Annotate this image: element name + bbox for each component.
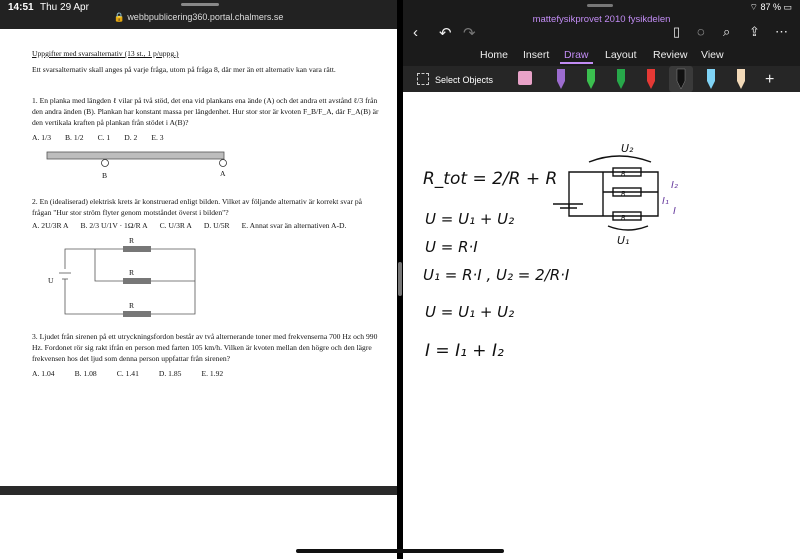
sketch-r-2: R (621, 190, 626, 198)
q3-option-e: E. 1.92 (201, 369, 224, 378)
question-1-options (32, 133, 164, 144)
sketch-i2: I₂ (671, 180, 678, 191)
circuit-r-label-2: R (129, 268, 135, 277)
redo-icon[interactable]: ↷ (463, 25, 476, 42)
eraser-tool[interactable] (518, 71, 532, 85)
question-2-text: 2. En (idealiserad) elektrisk krets är konstruerad enligt bilden. Vilket av följande alternativ är korrekt svar på frågan "Hur stor ström flyter genom motståndet överst i bilden"? (32, 197, 363, 217)
browser-bottom-bar (0, 486, 397, 495)
pencil-tool[interactable] (737, 69, 745, 89)
q2-option-c: C. U/3R A (159, 221, 192, 230)
q2-option-b: B. 2/3 U/1V · 1Ω/R A (80, 221, 148, 230)
question-3-text: 3. Ljudet från sirenen på ett utryckningsfordon består av två alternerande toner med frekvenserna 700 Hz och 990 Hz. Fordonet rör sig rakt ifrån en person med farten 105 km/h. Vilken är kvoten mellan den högre och den lägre frekvensen hos det ljud som denna person uppfattar från sirenen? (32, 332, 378, 363)
notes-pane (403, 0, 800, 559)
share-icon[interactable]: ⇪ (749, 24, 760, 39)
pen-purple[interactable] (557, 69, 565, 89)
eq-u-sum-2: U = U₁ + U₂ (425, 303, 515, 321)
q1-option-c: C. 1 (97, 133, 111, 142)
url-text: webbpublicering360.portal.chalmers.se (127, 12, 284, 22)
sketch-u1: U₁ (617, 234, 630, 247)
handwriting-layer (403, 92, 800, 559)
circuit-u-label: U (48, 276, 54, 285)
q2-option-a: A. 2U/3R A (32, 221, 69, 230)
eq-rtot: R_tot = 2/R + R (423, 169, 558, 189)
split-divider-handle[interactable] (398, 262, 402, 296)
label-b: B (102, 171, 108, 180)
highlighter-blue[interactable] (707, 69, 715, 89)
plank (47, 152, 224, 159)
q3-option-c: C. 1.41 (116, 369, 139, 378)
device-view-icon[interactable]: ▯ (673, 24, 681, 39)
multitasking-handle[interactable] (181, 3, 219, 6)
q2-option-d: D. U/5R (203, 221, 230, 230)
lasso-select-icon[interactable] (417, 73, 429, 85)
support-b (102, 160, 109, 167)
tab-home[interactable]: Home (480, 49, 509, 61)
undo-icon[interactable]: ↶ (439, 25, 452, 42)
circuit-figure (55, 239, 215, 324)
q3-option-a: A. 1.04 (32, 369, 55, 378)
q3-option-b: B. 1.08 (74, 369, 97, 378)
sketch-i: I (673, 206, 676, 217)
support-a (220, 160, 227, 167)
q3-option-d: D. 1.85 (158, 369, 182, 378)
circuit-r-label-3: R (129, 301, 135, 310)
circuit-r-label-1: R (129, 236, 135, 245)
sketch-r-3: R (621, 214, 626, 222)
search-icon[interactable]: ⌕ (723, 24, 731, 39)
add-pen-icon[interactable]: + (765, 71, 775, 88)
note-canvas[interactable] (403, 92, 800, 559)
back-icon[interactable]: ‹ (413, 24, 418, 41)
tab-layout[interactable]: Layout (605, 49, 637, 61)
plank-figure (40, 149, 240, 185)
active-tab-indicator (560, 62, 593, 64)
notebook-title: mattefysikprovet 2010 fysikdelen (532, 14, 671, 25)
status-battery (750, 2, 793, 13)
status-date: Thu 29 Apr (40, 2, 89, 13)
more-icon[interactable]: ⋯ (775, 24, 788, 39)
home-indicator[interactable] (296, 549, 504, 553)
tab-draw[interactable]: Draw (564, 49, 589, 61)
lightbulb-icon[interactable]: ◌ (697, 24, 705, 39)
q2-option-e: E. Annat svar än alternativen A-D. (241, 221, 347, 230)
sketch-u2: U₂ (621, 142, 634, 155)
resistor-middle (123, 278, 151, 284)
pen-green[interactable] (587, 69, 595, 89)
sketch-i1: I₁ (662, 196, 669, 207)
select-objects-button[interactable]: Select Objects (435, 75, 494, 85)
pen-dark-green[interactable] (617, 69, 625, 89)
battery-percent: 87 % (760, 2, 781, 12)
lock-icon: 🔒 (113, 12, 128, 22)
question-3-options (32, 369, 223, 380)
tab-review[interactable]: Review (653, 49, 688, 61)
resistor-top (123, 246, 151, 252)
eq-u1-u2: U₁ = R·I , U₂ = 2/R·I (423, 266, 570, 284)
tab-view[interactable]: View (701, 49, 724, 61)
multitasking-handle-right[interactable] (587, 4, 613, 7)
status-time: 14:51 (8, 2, 34, 13)
circuit-sketch (553, 156, 658, 230)
q1-option-a: A. 1/3 (32, 133, 51, 142)
q1-option-d: D. 2 (124, 133, 138, 142)
url-bar[interactable] (0, 12, 397, 23)
eq-ohm: U = R·I (425, 238, 478, 256)
intro-text: Ett svarsalternativ skall anges på varje fråga, utom på fråga 8, där mer än ett alternativ kan vara rätt. (32, 65, 336, 74)
browser-pane (0, 0, 397, 559)
eq-u-sum: U = U₁ + U₂ (425, 210, 515, 228)
pen-tray (513, 66, 800, 92)
q1-option-b: B. 1/2 (64, 133, 84, 142)
q1-option-e: E. 3 (151, 133, 164, 142)
battery-icon: ▭ (780, 2, 792, 12)
question-1-text: 1. En planka med längden ℓ vilar på två stöd, det ena vid plankans ena ände (A) och det andra ett avstånd ℓ/3 från den andra änden (B). Plankan har konstant massa per längdenhet. Hur stor stor är kvoten F_B/F_A, där F_A(B) är den vertikala kraften på plankan från stödet i A(B)? (32, 96, 379, 127)
sketch-r-1: R (621, 170, 626, 178)
pdf-page (0, 29, 397, 486)
pen-red[interactable] (647, 69, 655, 89)
resistor-bottom (123, 311, 151, 317)
label-a: A (220, 169, 226, 178)
question-2-options (32, 221, 346, 232)
wifi-icon: ⌔ (749, 2, 761, 12)
tab-insert[interactable]: Insert (523, 49, 550, 61)
eq-current-sum: I = I₁ + I₂ (425, 341, 504, 361)
section-heading: Uppgifter med svarsalternativ (13 st., 1 p/uppg.) (32, 49, 179, 58)
